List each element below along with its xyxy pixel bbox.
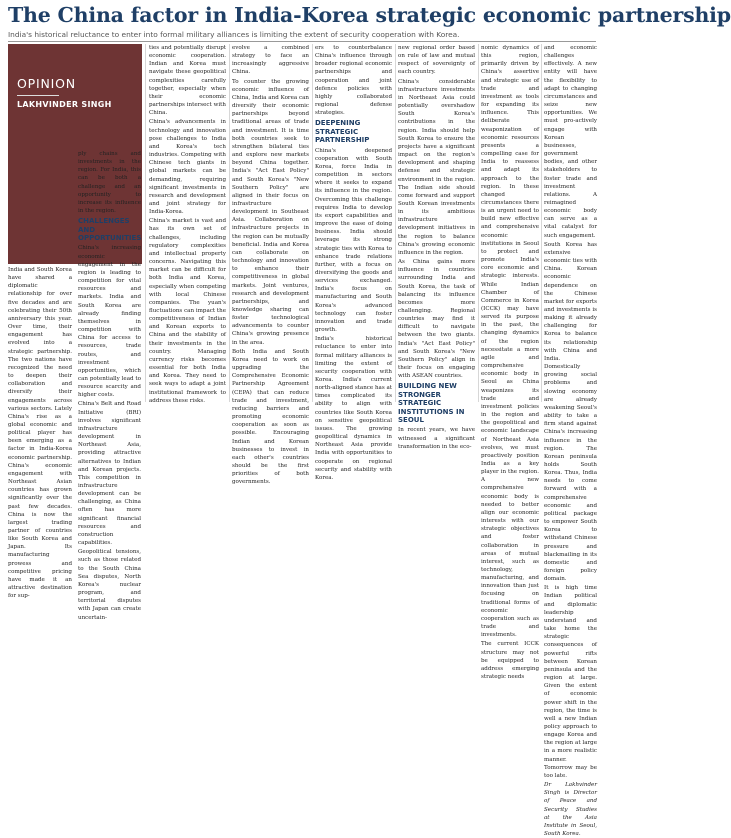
column-divider	[541, 44, 542, 402]
column-divider	[395, 44, 396, 402]
paragraph: ties and potentially disrupt economic cooperation. Indian and Korea must navigate these geopolitical complexities carefully together, especially when their economic partnerships intersect with China.	[149, 45, 226, 117]
column-3	[315, 44, 392, 481]
column-1	[149, 44, 226, 404]
column-5	[481, 44, 539, 681]
subhead-challenges: CHALLENGES AND OPPORTUNITIES	[78, 217, 142, 243]
paragraph: It is high time Indian political and diplomatic leadership understand and take home the strategic consequences of powerful rifts between Korean peninsula and the region at large. Given the extent of economic power shift in the region, the time is well a new Indian policy approach to engage Korea and the region at large in a more realistic manner. Tomorrow may be too late.	[544, 585, 597, 779]
lead-paragraph-col	[8, 266, 72, 600]
paragraph: China's Belt and Road Initiative (BRI) involves significant infrastructure development in Northeast Asia, providing attractive alternatives to Indian and Korean projects. This competition in infrastructure development can be challenging, as China often has more significant financial resources and construction capabilities.	[78, 401, 141, 547]
column-4	[398, 44, 475, 450]
paragraph: new regional order based on rule of law and mutual respect of sovereignty of each country.	[398, 45, 475, 76]
column-divider	[312, 44, 313, 402]
paragraph: India's historical reluctance to enter into formal military alliances is limiting the extent of security cooperation with Korea. India's current north-aligned stance has at times complicated its ability to align with countries like South Korea on sensitive geopolitical issues. The growing geopolitical dynamics in Northeast Asia provide India with opportunities to cooperate on regional security and stability with Korea.	[315, 336, 392, 481]
paragraph: China's increasing economic engagement in the region is leading to competition for vital resources and markets. India and South Korea are already finding themselves in competition with China for access to resources, trade routes, and investment opportunities, which can potentially lead to resource scarcity and higher costs.	[78, 245, 141, 399]
subhead-strategic: DEEPENING STRATEGIC PARTNERSHIP	[315, 119, 370, 145]
paragraph: evolve a combined strategy to face an increasingly aggressive China.	[232, 45, 309, 76]
column-divider	[145, 44, 146, 402]
paragraph: South Korea has extensive economic ties with China. Korean economic dependence on the Chinese market for exports and investments is making it already challenging for Korea to balance its relationship with China and India. Domestically growing social problems and slowing economy are already weakening Seoul's ability to take a firm stand against China's increasing influence in the region. The Korean peninsula holds South Korea. Thus, India needs to come forward with a comprehensive economic and political package to empower South Korea to withstand Chinese pressure and blackmailing in its domestic and foreign policy domain.	[544, 241, 597, 583]
paragraph: To counter the growing economic influence of China, India and Korea can diversify their economic partnerships beyond traditional areas of trade and investment. It is time both countries seek to strengthen bilateral ties and explore new markets beyond China together. India's "Act East Policy" and South Korea's "New Southern Policy" are aligned in their focus on infrastructure development in Southeast Asia. Collaboration on infrastructure projects in the region can be mutually beneficial. India and Korea can collaborate on technology and innovation to enhance their competitiveness in global markets. Joint ventures, research and development partnerships, and knowledge sharing can foster technological advancements to counter China's growing presence in the area.	[232, 78, 309, 346]
intro-paragraph: ply chains and investments in the region. For India, this can be both a challenge and an opportunity to increase its influence in the region.	[78, 151, 141, 215]
paragraph: Both India and South Korea need to work on upgrading the Comprehensive Economic Partnership Agreement (CEPA) that can reduce trade and investment, reducing barriers and promoting economic cooperation as soon as possible. Encouraging Indian and Korean businesses to invest in each other's countries should be the first priorities of both governments.	[232, 348, 309, 486]
column-6	[544, 44, 597, 837]
column-challenges	[78, 150, 142, 621]
lead-paragraph: India and South Korea have shared a diplomatic relationship for over five decades and are celebrating their 50th anniversary this year. Over time, their engagement has evolved into a strategic partnership. The two nations have recognized the need to deepen their collaboration and diversify their engagements across various sectors. Lately China's rise as a global economic and political player has been emerging as a factor in India-Korea economic partnership. China's economic engagement with Northeast Asian countries has grown significantly over the past few decades. China is now the largest trading partner of countries like South Korea and Japan. Its manufacturing prowess and competitive pricing have made it an attractive destination for sup-	[8, 267, 72, 600]
paragraph: and economic challenges effectively. A new entity will have the flexibility to adapt to changing circumstances and seize new opportunities. We must pro-actively engage with Korean businesses, government bodies, and other stakeholders to foster trade and investment relations. A reimagined economic body can serve as a vital catalyst for such engagement.	[544, 45, 597, 239]
paragraph: The current ICCK structure may not be equipped to address emerging strategic needs	[481, 641, 539, 681]
column-divider	[229, 44, 230, 402]
column-2	[232, 44, 309, 486]
column-divider	[478, 44, 479, 402]
paragraph: Geopolitical tensions, such as those related to the South China Sea disputes, North Korea's nuclear program, and territorial disputes with Japan can create uncertain-	[78, 549, 141, 621]
opinion-label: OPINION	[17, 76, 76, 91]
paragraph: China's advancements in technology and innovation pose challenges to India and Korea's tech industries. Competing with Chinese tech giants in global markets can be demanding, requiring significant investments in research and development and joint strategy for India-Korea.	[149, 119, 226, 216]
header-rule	[8, 41, 596, 42]
paragraph: China's deepened cooperation with South Korea, force India in competition in sectors where it seeks to expand its influence in the region. Overcoming this challenge requires India to develop its export capabilities and improve the ease of doing business. India should leverage its strong strategic ties with Korea to enhance trade relations further, with a focus on diversifying the goods and services exchanged. India's focus on manufacturing and South Korea's advanced technology can foster innovation and trade growth.	[315, 147, 392, 334]
paragraph: ers to counterbalance China's influence through broader regional economic partnerships and cooperation and joint defence policies with highly collaborated regional defense strategies.	[315, 45, 392, 117]
paragraph: In recent years, we have witnessed a significant transformation in the eco-	[398, 427, 475, 450]
paragraph: nomic dynamics of this region, primarily driven by China's assertive and strategic use of trade and investment as tools for expanding its influence. This deliberate weaponization of economic resources presents a compelling case for India to reassess and adapt its approach to the region. In these changed circumstances there is an urgent need to build new effective and comprehensive economic institutions in Seoul to protect and promote India's core economic and strategic interests. While Indian Chamber of Commerce in Korea (ICCK) may have served its purpose in the past, the changing dynamics of the region necessitate a more agile and comprehensive economic body in Seoul as China weaponizes its trade and investment policies in the region and the geopolitical and economic landscape of Northeast Asia evolves, we must proactively position India as a key player in the region. A new comprehensive economic body is needed to better align our economic interests with our strategic objectives and foster collaboration in areas of mutual interest, such as technology, manufacturing, and innovation than just focusing on traditional forms of economic cooperation such as trade and investments.	[481, 45, 539, 639]
subheadline: India's historical reluctance to enter into formal military alliances is limiting the extent of security cooperation with Korea.	[8, 30, 460, 39]
paragraph: China's market is vast and has its own set of challenges, including regulatory complexities and intellectual property concerns. Navigating this market can be difficult for both India and Korea, especially when competing with local Chinese companies. The yuan's fluctuations can impact the competitiveness of Indian and Korean exports to China and the stability of their investments in the country. Managing currency risks becomes essential for both India and Korea. They need to seek ways to adapt a joint institutional framework to address these risks.	[149, 218, 226, 404]
subhead-institutions: BUILDING NEW STRONGER STRATEGIC INSTITUTIONS IN SEOUL	[398, 382, 465, 425]
paragraph: China's considerable infrastructure investments in Northeast Asia could potentially overshadow South Korea's contributions in the region. India should help South Korea to ensure the projects have a significant impact on the region's development and shaping defense and strategic environment in the region. The Indian side should come forward and support South Korean investments in its ambitious infrastructure development initiatives in the region to balance China's growing economic influence in the region.	[398, 78, 475, 256]
author-bio: Dr Lakhvinder Singh is Director of Peace and Security Studies at the Asia Institute in Seoul, South Korea.	[544, 782, 597, 837]
author-name: LAKHVINDER SINGH	[17, 100, 112, 109]
headline: The China factor in India-Korea strategic economic partnership	[8, 3, 731, 27]
paragraph: As China gains more influence in countries surrounding India and South Korea, the task of balancing its influence becomes more challenging. Regional countries may find it difficult to navigate between the two giants. India's "Act East Policy" and South Korea's "New Southern Policy" align in their focus on engaging with ASEAN countries.	[398, 259, 475, 380]
opinion-rule	[17, 95, 59, 96]
